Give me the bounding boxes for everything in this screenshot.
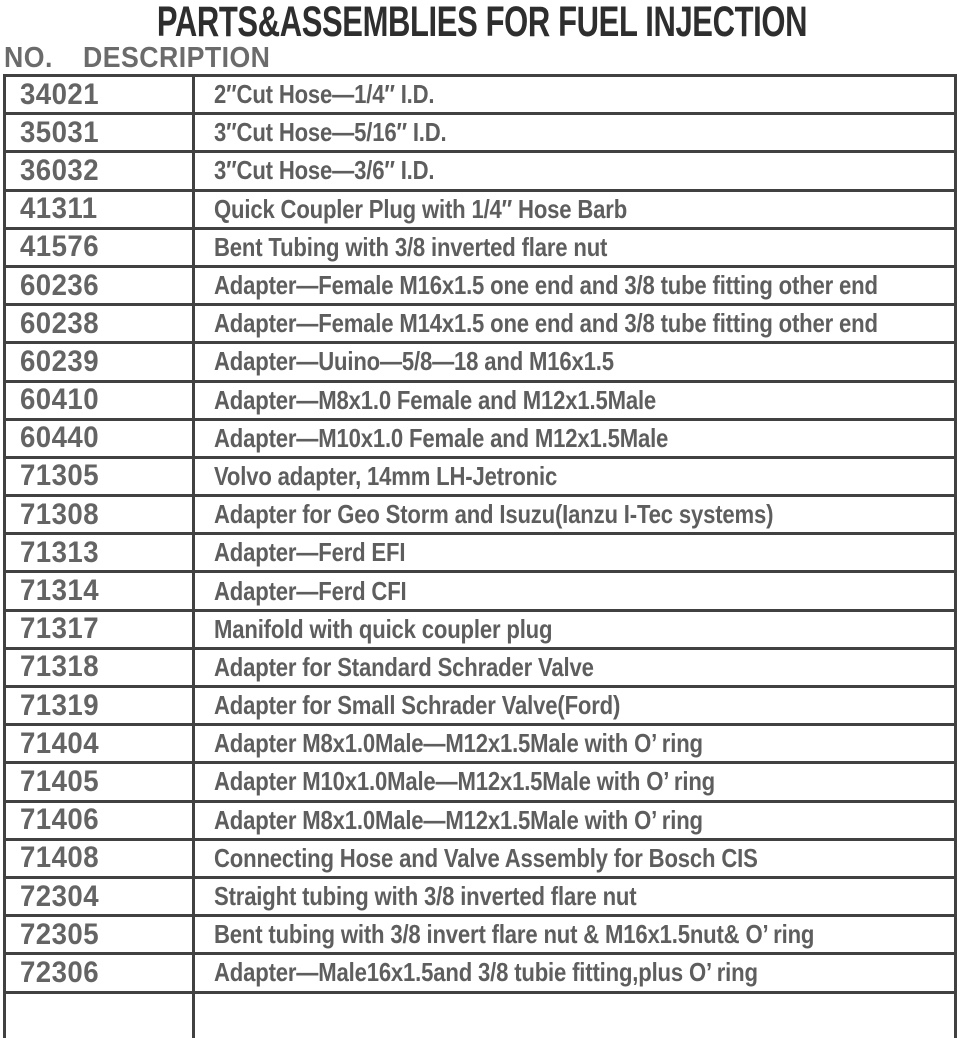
part-number-cell	[6, 650, 195, 685]
table-row	[6, 803, 954, 841]
table-row	[6, 192, 954, 230]
part-number: 71406	[20, 803, 100, 837]
part-description: Adapter M10x1.0Male—M12x1.5Male with O’ ring	[214, 766, 715, 797]
part-description: Quick Coupler Plug with 1/4″ Hose Barb	[214, 193, 628, 224]
description-cell	[195, 955, 954, 990]
part-number: 71408	[20, 841, 100, 875]
parts-table	[3, 74, 957, 1038]
part-number-cell	[6, 306, 195, 341]
part-number: 71305	[20, 459, 100, 493]
part-number-cell	[6, 268, 195, 303]
part-number: 41576	[20, 230, 100, 264]
description-cell	[195, 917, 954, 952]
part-number: 72306	[20, 955, 100, 989]
part-number-cell	[6, 230, 195, 265]
part-number-cell	[6, 535, 195, 570]
table-row	[6, 153, 954, 191]
column-header-no: NO.	[4, 42, 53, 74]
table-row	[6, 573, 954, 611]
table-row-partial	[6, 994, 954, 1038]
part-description: Adapter M8x1.0Male—M12x1.5Male with O’ ring	[214, 804, 703, 835]
part-number: 72304	[20, 879, 100, 913]
part-number-cell	[6, 344, 195, 379]
table-row	[6, 268, 954, 306]
table-row	[6, 535, 954, 573]
table-row	[6, 459, 954, 497]
table-row	[6, 115, 954, 153]
column-headers	[4, 42, 287, 74]
table-row	[6, 421, 954, 459]
table-row	[6, 841, 954, 879]
description-cell	[195, 459, 954, 494]
part-number-cell	[6, 459, 195, 494]
table-row	[6, 344, 954, 382]
part-number-cell	[6, 383, 195, 418]
part-description: Adapter—Female M16x1.5 one end and 3/8 tube fitting other end	[214, 270, 878, 301]
description-cell	[195, 153, 954, 188]
part-description: Adapter—Male16x1.5and 3/8 tubie fitting,plus O’ ring	[214, 957, 758, 988]
part-description: Adapter for Small Schrader Valve(Ford)	[214, 690, 621, 721]
table-row	[6, 879, 954, 917]
part-number-cell	[6, 994, 195, 1038]
description-cell	[195, 841, 954, 876]
table-row	[6, 230, 954, 268]
description-cell	[195, 764, 954, 799]
part-description: Bent tubing with 3/8 invert flare nut & M16x1.5nut& O’ ring	[214, 919, 815, 950]
table-row	[6, 726, 954, 764]
table-row	[6, 688, 954, 726]
part-number-cell	[6, 612, 195, 647]
part-description: 3″Cut Hose—3/6″ I.D.	[214, 155, 435, 186]
part-description: Straight tubing with 3/8 inverted flare nut	[214, 881, 637, 912]
part-number: 60239	[20, 344, 100, 378]
part-number: 71319	[20, 688, 100, 722]
part-number-cell	[6, 497, 195, 532]
description-cell	[195, 383, 954, 418]
description-cell	[195, 726, 954, 761]
column-header-description: DESCRIPTION	[83, 42, 271, 74]
table-row	[6, 955, 954, 993]
part-description: Adapter—Uuino—5/8—18 and M16x1.5	[214, 346, 614, 377]
part-description: Adapter for Geo Storm and Isuzu(Ianzu I-Tec systems)	[214, 499, 774, 530]
part-number-cell	[6, 764, 195, 799]
description-cell	[195, 77, 954, 112]
description-cell	[195, 535, 954, 570]
part-number-cell	[6, 688, 195, 723]
part-description: Adapter M8x1.0Male—M12x1.5Male with O’ ring	[214, 728, 703, 759]
part-number-cell	[6, 917, 195, 952]
part-number: 60236	[20, 268, 100, 302]
description-cell	[195, 192, 954, 227]
table-row	[6, 383, 954, 421]
part-number: 60238	[20, 306, 100, 340]
description-cell	[195, 268, 954, 303]
table-row	[6, 306, 954, 344]
part-number-cell	[6, 803, 195, 838]
description-cell	[195, 879, 954, 914]
part-number: 71405	[20, 764, 100, 798]
description-cell	[195, 306, 954, 341]
table-row	[6, 77, 954, 115]
part-description: Adapter for Standard Schrader Valve	[214, 651, 594, 682]
part-description: 3″Cut Hose—5/16″ I.D.	[214, 117, 447, 148]
description-cell	[195, 994, 954, 1038]
part-number-cell	[6, 77, 195, 112]
part-number-cell	[6, 879, 195, 914]
part-description: Adapter—Ferd EFI	[214, 537, 406, 568]
part-description: Adapter—M8x1.0 Female and M12x1.5Male	[214, 384, 657, 415]
table-row	[6, 917, 954, 955]
table-row	[6, 612, 954, 650]
description-cell	[195, 650, 954, 685]
part-description: 2″Cut Hose—1/4″ I.D.	[214, 79, 435, 110]
part-description: Adapter—M10x1.0 Female and M12x1.5Male	[214, 422, 669, 453]
part-number-cell	[6, 153, 195, 188]
part-description: Bent Tubing with 3/8 inverted flare nut	[214, 231, 608, 262]
part-description: Connecting Hose and Valve Assembly for Bosch CIS	[214, 842, 758, 873]
part-number: 72305	[20, 917, 100, 951]
description-cell	[195, 612, 954, 647]
part-number: 71314	[20, 574, 100, 608]
part-description: Volvo adapter, 14mm LH-Jetronic	[214, 460, 558, 491]
part-number-cell	[6, 955, 195, 990]
part-number: 71404	[20, 726, 100, 760]
part-number: 71313	[20, 535, 100, 569]
part-number-cell	[6, 115, 195, 150]
part-number: 34021	[20, 77, 100, 111]
part-number-cell	[6, 726, 195, 761]
part-number: 60410	[20, 383, 100, 417]
part-description: Manifold with quick coupler plug	[214, 613, 553, 644]
part-number: 71317	[20, 612, 100, 646]
part-description: Adapter—Female M14x1.5 one end and 3/8 tube fitting other end	[214, 308, 878, 339]
part-number-cell	[6, 421, 195, 456]
part-number: 36032	[20, 153, 100, 187]
description-cell	[195, 344, 954, 379]
table-row	[6, 650, 954, 688]
part-number: 71318	[20, 650, 100, 684]
part-number-cell	[6, 192, 195, 227]
part-description: Adapter—Ferd CFI	[214, 575, 407, 606]
table-row	[6, 497, 954, 535]
part-number: 41311	[20, 192, 98, 226]
description-cell	[195, 230, 954, 265]
description-cell	[195, 573, 954, 608]
table-row	[6, 764, 954, 802]
description-cell	[195, 115, 954, 150]
part-number: 71308	[20, 497, 100, 531]
part-number-cell	[6, 573, 195, 608]
description-cell	[195, 803, 954, 838]
description-cell	[195, 421, 954, 456]
page-title: PARTS&ASSEMBLIES FOR FUEL INJECTION	[156, 0, 808, 46]
description-cell	[195, 688, 954, 723]
part-number-cell	[6, 841, 195, 876]
part-number: 35031	[20, 115, 100, 149]
part-number: 60440	[20, 421, 100, 455]
description-cell	[195, 497, 954, 532]
